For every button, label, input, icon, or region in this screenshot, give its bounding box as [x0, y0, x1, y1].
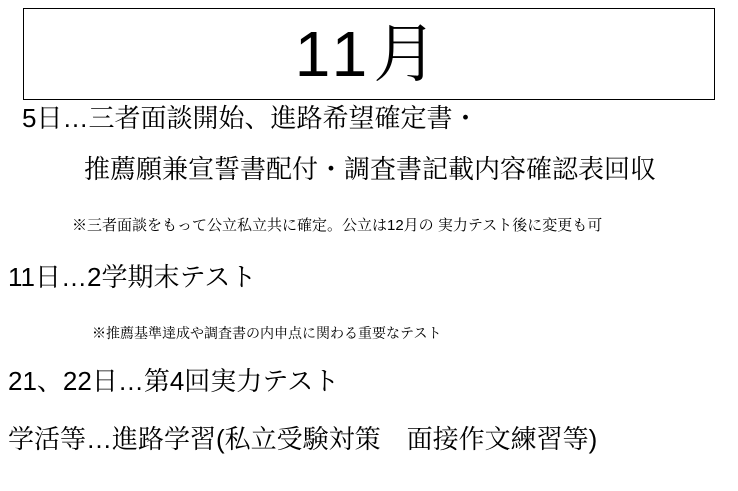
schedule-note-day11: ※推薦基準達成や調査書の内申点に関わる重要なテスト — [92, 325, 442, 341]
schedule-entry-day5-line1: 5日…三者面談開始、進路希望確定書・ — [22, 103, 479, 133]
schedule-entry-day21-22: 21、22日…第4回実力テスト — [8, 366, 340, 396]
schedule-entry-homeroom: 学活等…進路学習(私立受験対策 面接作文練習等) — [8, 424, 598, 454]
month-title-box — [23, 8, 715, 100]
page-title: 11月 — [294, 18, 444, 90]
schedule-entry-day5-line2: 推薦願兼宣誓書配付・調査書記載内容確認表回収 — [84, 154, 657, 184]
schedule-entry-day11: 11日…2学期末テスト — [8, 262, 257, 292]
schedule-note-day5: ※三者面談をもって公立私立共に確定。公立は12月の 実力テスト後に変更も可 — [72, 217, 603, 234]
